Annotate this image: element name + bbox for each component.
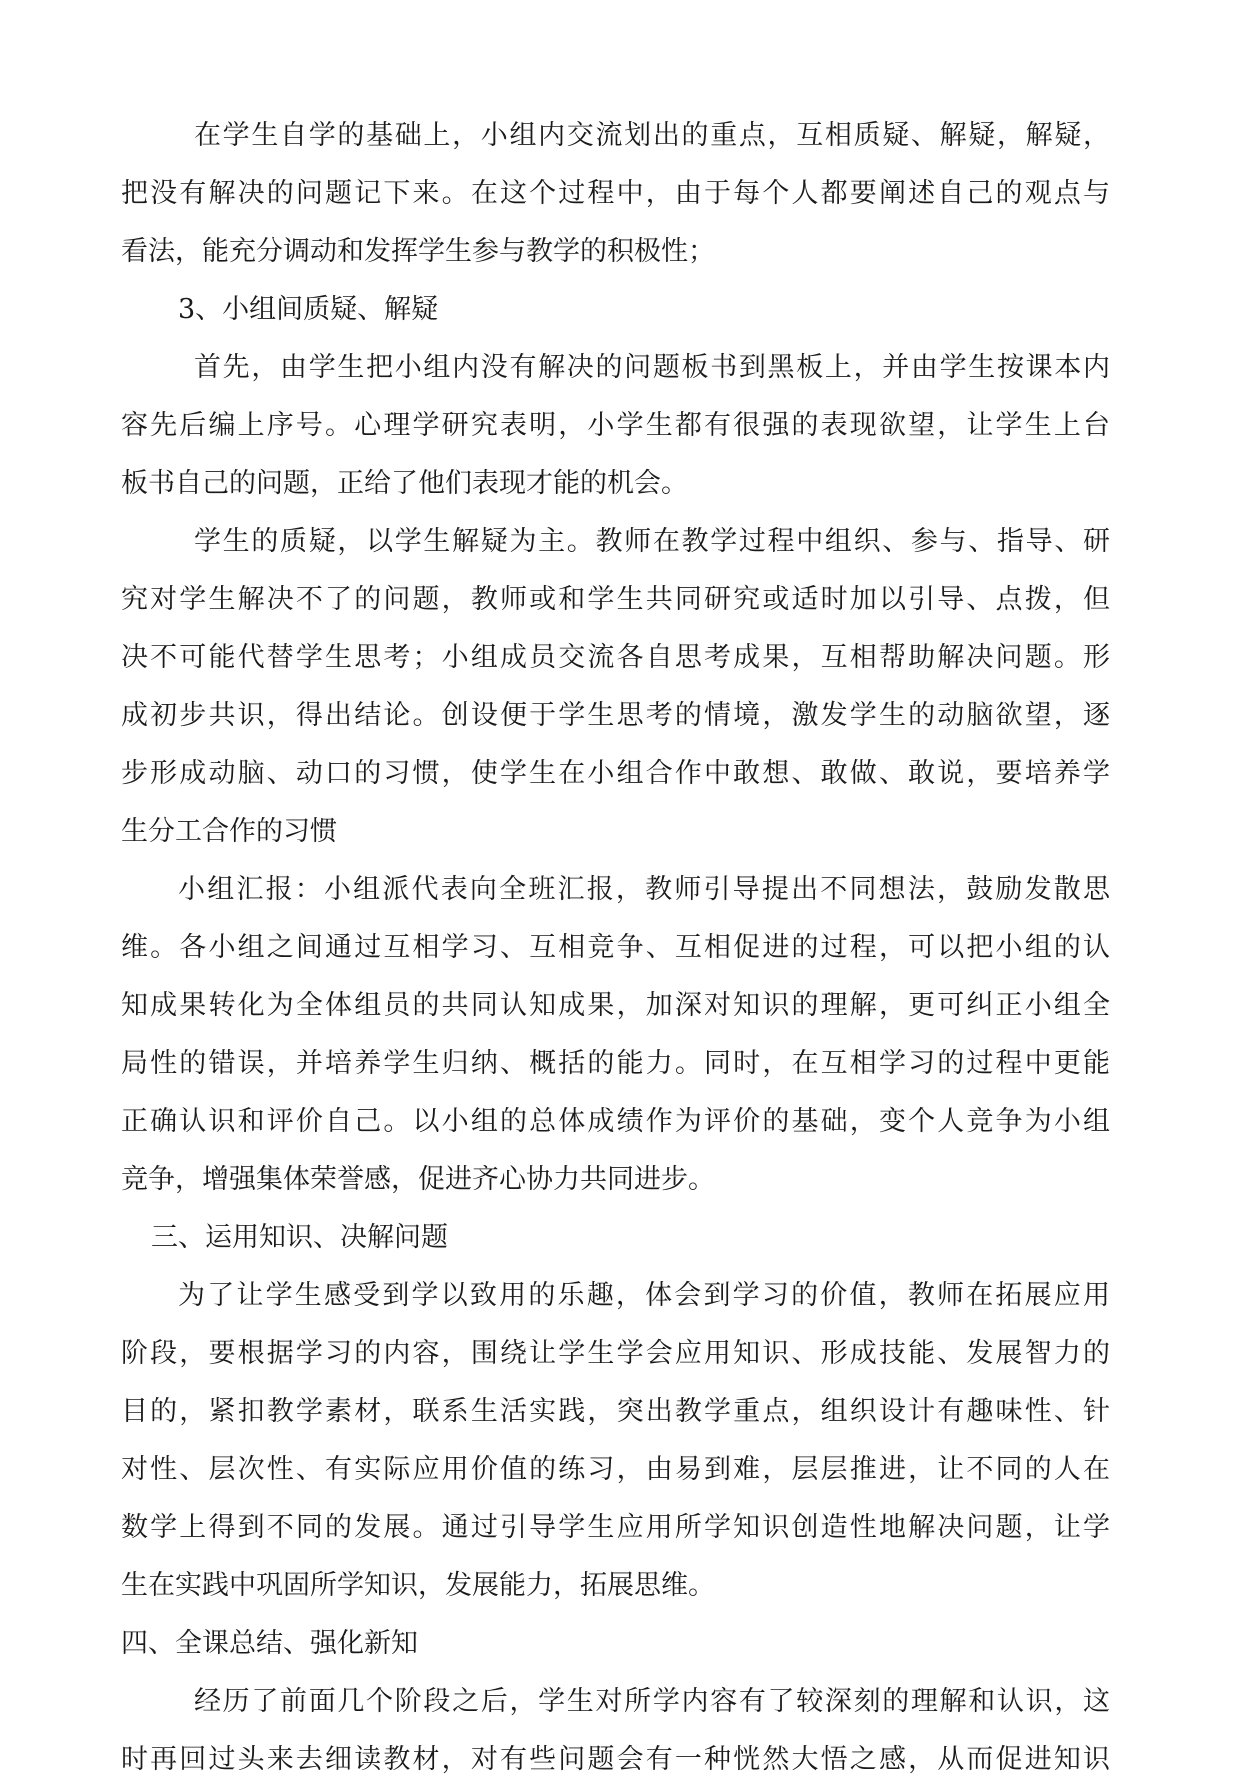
text-line: 经历了前面几个阶段之后，学生对所学内容有了较深刻的理解和认识，这 <box>194 1686 1110 1717</box>
text-line: 数学上得到不同的发展。通过引导学生应用所学知识创造性地解决问题，让学 <box>121 1512 1110 1543</box>
text-line: 对性、层次性、有实际应用价值的练习，由易到难，层层推进，让不同的人在 <box>121 1454 1110 1485</box>
text-line: 小组汇报：小组派代表向全班汇报，教师引导提出不同想法，鼓励发散思 <box>178 874 1110 905</box>
text-line: 生在实践中巩固所学知识，发展能力，拓展思维。 <box>121 1570 715 1601</box>
text-line: 为了让学生感受到学以致用的乐趣，体会到学习的价值，教师在拓展应用 <box>178 1280 1110 1311</box>
text-line: 决不可能代替学生思考；小组成员交流各自思考成果，互相帮助解决问题。形 <box>121 642 1110 673</box>
text-line: 生分工合作的习惯 <box>121 816 337 847</box>
text-line: 竞争，增强集体荣誉感，促进齐心协力共同进步。 <box>121 1164 715 1195</box>
text-line: 容先后编上序号。心理学研究表明，小学生都有很强的表现欲望，让学生上台 <box>121 410 1110 441</box>
section-heading: 3、小组间质疑、解疑 <box>178 294 439 325</box>
text-line: 看法，能充分调动和发挥学生参与教学的积极性； <box>121 236 715 267</box>
text-line: 在学生自学的基础上，小组内交流划出的重点，互相质疑、解疑，解疑， <box>194 120 1110 151</box>
text-line: 时再回过头来去细读教材，对有些问题会有一种恍然大悟之感，从而促进知识 <box>121 1744 1110 1775</box>
text-line: 板书自己的问题，正给了他们表现才能的机会。 <box>121 468 688 499</box>
text-line: 把没有解决的问题记下来。在这个过程中，由于每个人都要阐述自己的观点与 <box>121 178 1110 209</box>
section-heading: 四、全课总结、强化新知 <box>121 1628 418 1659</box>
text-line: 局性的错误，并培养学生归纳、概括的能力。同时，在互相学习的过程中更能 <box>121 1048 1110 1079</box>
text-line: 目的，紧扣教学素材，联系生活实践，突出教学重点，组织设计有趣味性、针 <box>121 1396 1110 1427</box>
text-line: 正确认识和评价自己。以小组的总体成绩作为评价的基础，变个人竞争为小组 <box>121 1106 1110 1137</box>
text-line: 首先，由学生把小组内没有解决的问题板书到黑板上，并由学生按课本内 <box>194 352 1110 383</box>
text-line: 知成果转化为全体组员的共同认知成果，加深对知识的理解，更可纠正小组全 <box>121 990 1110 1021</box>
text-line: 成初步共识，得出结论。创设便于学生思考的情境，激发学生的动脑欲望，逐 <box>121 700 1110 731</box>
text-line: 维。各小组之间通过互相学习、互相竞争、互相促进的过程，可以把小组的认 <box>121 932 1110 963</box>
text-line: 究对学生解决不了的问题，教师或和学生共同研究或适时加以引导、点拨，但 <box>121 584 1110 615</box>
text-line: 学生的质疑，以学生解疑为主。教师在教学过程中组织、参与、指导、研 <box>194 526 1110 557</box>
section-heading: 三、运用知识、决解问题 <box>151 1222 448 1253</box>
text-line: 阶段，要根据学习的内容，围绕让学生学会应用知识、形成技能、发展智力的 <box>121 1338 1110 1369</box>
text-line: 步形成动脑、动口的习惯，使学生在小组合作中敢想、敢做、敢说，要培养学 <box>121 758 1110 789</box>
